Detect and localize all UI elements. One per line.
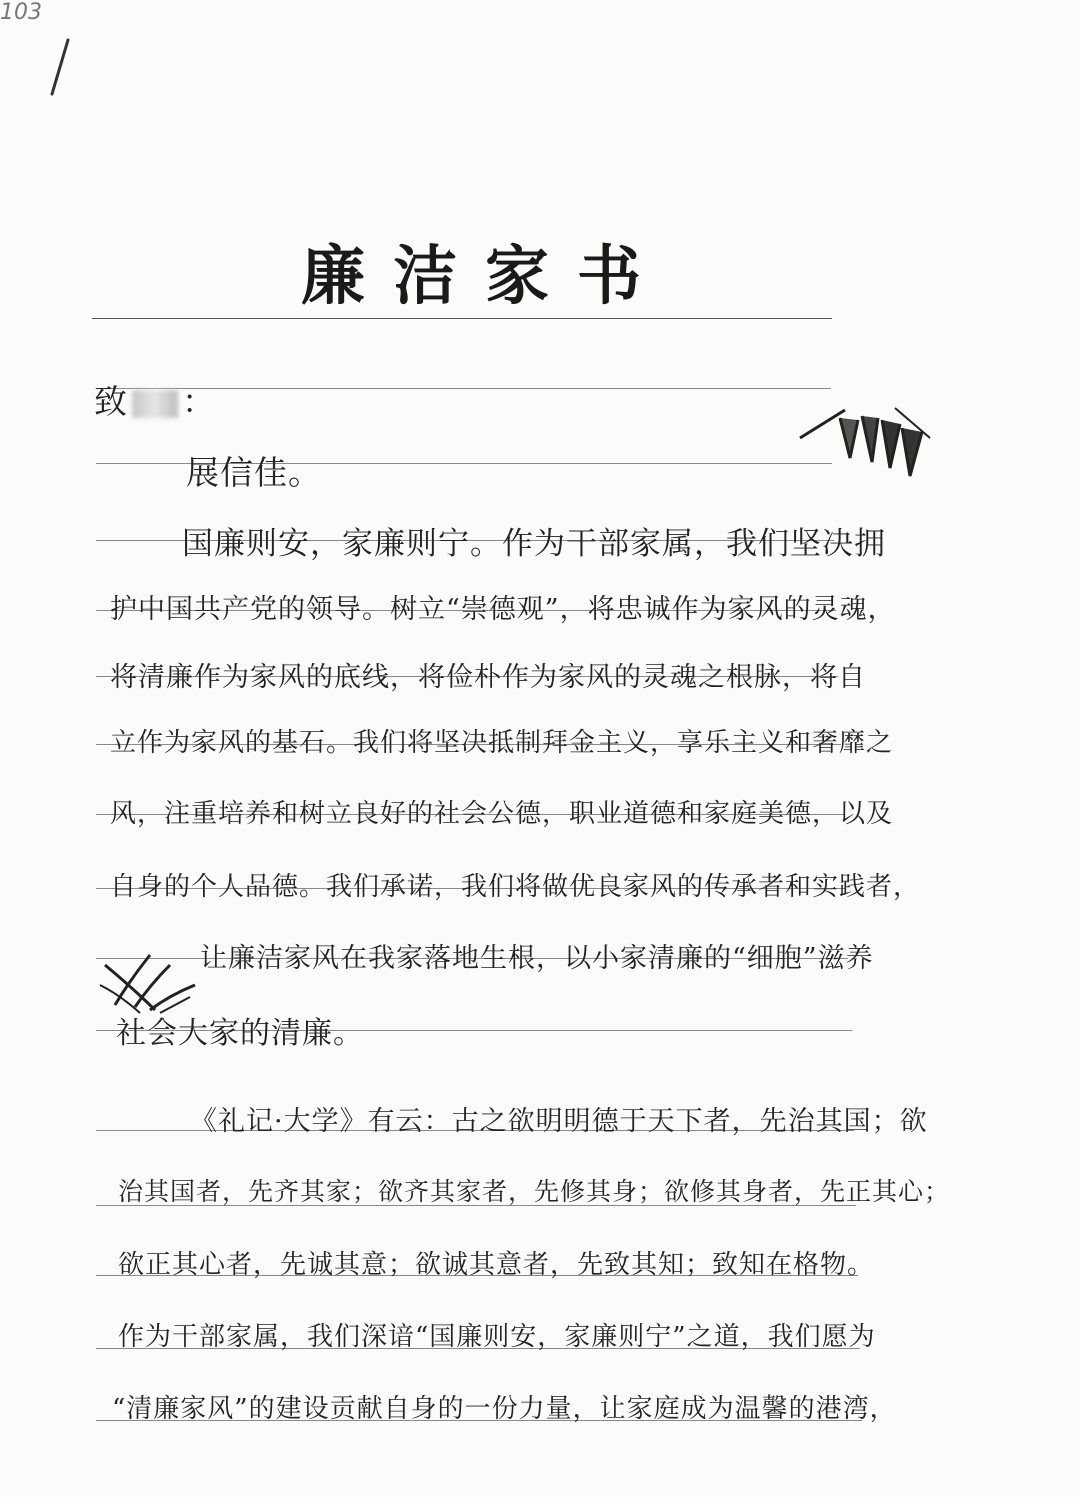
body-line: 将清廉作为家风的底线，将俭朴作为家风的灵魂之根脉，将自: [110, 662, 866, 693]
page-number: 103: [0, 0, 42, 25]
body-line: 立作为家风的基石。我们将坚决抵制拜金主义，享乐主义和奢靡之: [110, 728, 894, 758]
redacted-name: [132, 390, 178, 418]
body-line: 风，注重培养和树立良好的社会公德，职业道德和家庭美德，以及: [110, 799, 894, 829]
corner-pencil-mark: [46, 38, 76, 98]
bamboo-leaf-sketch-icon: [790, 398, 940, 488]
body-line: 欲正其心者，先诚其意；欲诚其意者，先致其知；致知在格物。: [118, 1250, 875, 1280]
title-underline: [92, 318, 832, 319]
body-line: 护中国共产党的领导。树立“崇德观”，将忠诚作为家风的灵魂，: [110, 594, 896, 625]
letter-title: 廉洁家书: [301, 239, 669, 314]
salutation-prefix: 致: [94, 382, 128, 421]
salutation: [94, 376, 216, 423]
body-line: 治其国者，先齐其家；欲齐其家者，先修其身；欲修其身者，先正其心；: [118, 1177, 951, 1206]
body-line: “清廉家风”的建设贡献自身的一份力量，让家庭成为温馨的港湾，: [112, 1394, 897, 1424]
body-line: 让廉洁家风在我家落地生根，以小家清廉的“细胞”滋养: [200, 943, 874, 974]
body-line: 国廉则安，家廉则宁。作为干部家属，我们坚决拥: [182, 526, 886, 562]
bamboo-leaf-sketch-icon: [95, 935, 205, 1020]
body-line: 《礼记·大学》有云：古之欲明明德于天下者，先治其国；欲: [190, 1106, 928, 1137]
body-line: 社会大家的清廉。: [116, 1016, 364, 1051]
greeting: 展信佳。: [186, 453, 322, 492]
salutation-suffix: ：: [182, 382, 216, 421]
body-line: 自身的个人品德。我们承诺，我们将做优良家风的传承者和实践者，: [110, 872, 921, 902]
body-line: 作为干部家属，我们深谙“国廉则安，家廉则宁”之道，我们愿为: [118, 1322, 876, 1352]
